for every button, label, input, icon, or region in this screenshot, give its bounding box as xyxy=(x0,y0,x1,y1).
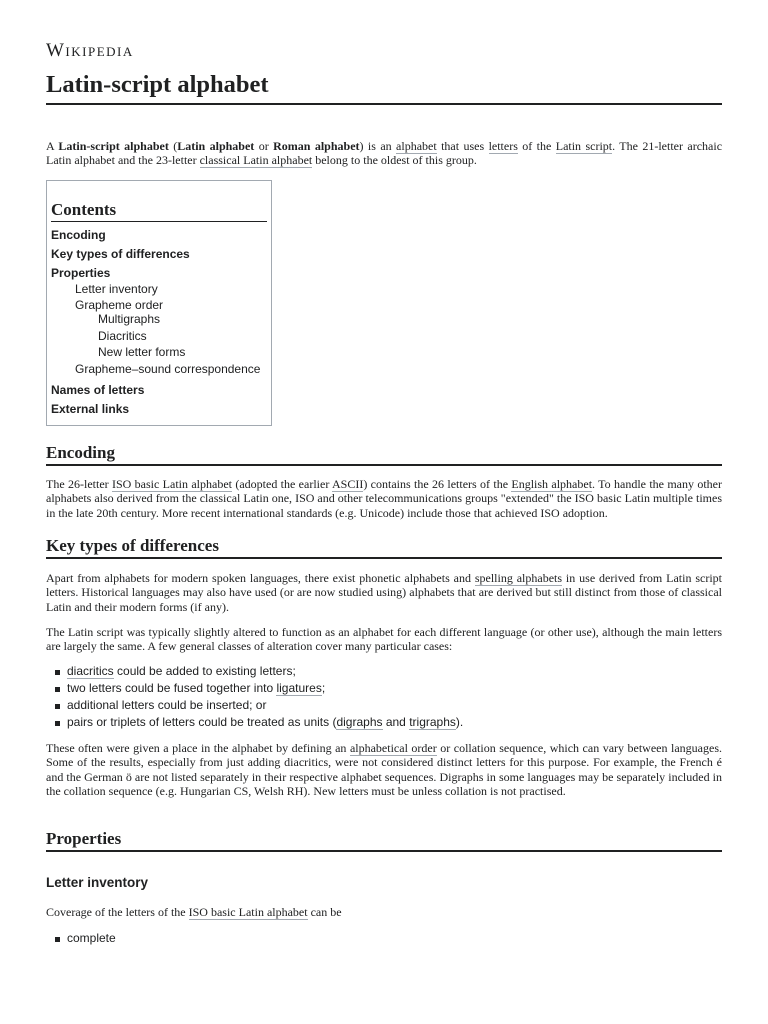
list-item-text: pairs or triplets of letters could be treated as units ( xyxy=(67,715,337,729)
body-text: These often were given a place in the alphabet by defining an xyxy=(46,741,350,755)
table-of-contents xyxy=(46,180,272,426)
toc-item-grapheme-order[interactable]: Grapheme order xyxy=(75,298,164,312)
section-heading-key-types: Key types of differences xyxy=(46,535,722,559)
list-item-text: and xyxy=(382,715,410,729)
link-english-alphabet[interactable]: English alphabet xyxy=(511,477,593,491)
wikipedia-wordmark[interactable]: Wikipedia xyxy=(46,40,134,61)
subsection-heading-letter-inventory: Letter inventory xyxy=(46,875,149,890)
letter-inventory-paragraph xyxy=(46,905,722,919)
list-item-text: ). xyxy=(455,715,464,729)
link-digraphs[interactable]: digraphs xyxy=(336,715,383,729)
body-text: Coverage of the letters of the xyxy=(46,905,189,919)
intro-text: belong to the oldest of this group. xyxy=(312,153,477,168)
list-item xyxy=(46,930,722,947)
list-item xyxy=(46,680,722,697)
link-iso-basic-latin[interactable]: ISO basic Latin alphabet xyxy=(112,477,232,491)
intro-bold-term: Roman alphabet xyxy=(273,139,360,153)
toc-item-letter-inventory[interactable]: Letter inventory xyxy=(75,282,158,296)
link-alphabetical-order[interactable]: alphabetical order xyxy=(349,741,437,755)
link-ligatures[interactable]: ligatures xyxy=(276,681,322,695)
list-item-text: two letters could be fused together into xyxy=(67,681,277,695)
list-item-text: complete xyxy=(67,931,116,945)
link-spelling-alphabets[interactable]: spelling alphabets xyxy=(474,571,563,585)
list-item xyxy=(46,663,722,680)
toc-item-new-letter-forms[interactable]: New letter forms xyxy=(98,345,186,359)
intro-text: of the xyxy=(517,139,556,153)
bullet-icon xyxy=(55,937,60,942)
alteration-list xyxy=(46,663,722,731)
intro-text: or xyxy=(254,139,274,153)
list-item xyxy=(46,714,722,731)
key-types-paragraph-2: The Latin script was typically slightly altered to function as an alphabet for each different language (or other use), although the main letters are largely the same. A few general classes of alteration cover many particular cases: xyxy=(46,625,722,654)
link-alphabet[interactable]: alphabet xyxy=(396,139,437,153)
toc-item-grapheme-sound[interactable]: Grapheme–sound correspondence xyxy=(75,362,261,376)
body-text: in use derived from Latin script letters. Historical languages may also have used (or are now studied using) alphabets that are derived but still distinct from those of classical Latin and their modern forms (if any). xyxy=(46,571,722,614)
intro-text: A xyxy=(46,139,59,153)
key-types-paragraph-1 xyxy=(46,571,722,614)
toc-item-diacritics[interactable]: Diacritics xyxy=(98,329,147,343)
toc-title: Contents xyxy=(51,200,267,222)
bullet-icon xyxy=(55,721,60,726)
link-trigraphs[interactable]: trigraphs xyxy=(409,715,456,729)
body-text: can be xyxy=(307,905,342,919)
toc-item-properties[interactable]: Properties xyxy=(51,266,111,280)
list-item-text: additional letters could be inserted; or xyxy=(67,698,267,712)
link-iso-basic-latin[interactable]: ISO basic Latin alphabet xyxy=(188,905,308,919)
intro-bold-term: Latin-script alphabet xyxy=(58,139,169,153)
intro-text: ( xyxy=(168,139,178,153)
link-classical-latin-alphabet[interactable]: classical Latin alphabet xyxy=(199,153,313,168)
toc-item-encoding[interactable]: Encoding xyxy=(51,228,106,242)
body-text: . To handle the many other alphabets also derived from the classical Latin one, ISO and other telecommunications groups "extended" the ISO basic Latin multiple times in the late 20th century. More recent international standards (e.g. Unicode) include those that achieved ISO adoption. xyxy=(46,477,723,520)
intro-text: ) is an xyxy=(359,139,397,153)
list-item xyxy=(46,697,722,714)
section-heading-properties: Properties xyxy=(46,828,722,852)
bullet-icon xyxy=(55,704,60,709)
section-heading-encoding: Encoding xyxy=(46,442,722,466)
body-text: or collation sequence, which can vary between languages. Some of the results, especially from just adding diacritics, were not considered distinct letters for this purpose. For example, the French é and the German ö are not listed separately in their respective alphabet sequences. Digraphs in some languages may be separately included in the collation sequence (e.g. Hungarian CS, Welsh RH). New letters must be unless collation is not practised. xyxy=(46,741,722,798)
encoding-paragraph xyxy=(46,477,722,520)
link-ascii[interactable]: ASCII xyxy=(332,477,364,491)
toc-item-names-of-letters[interactable]: Names of letters xyxy=(51,383,145,397)
intro-text: that uses xyxy=(436,139,489,153)
link-latin-script[interactable]: Latin script xyxy=(555,139,613,153)
intro-bold-term: Latin alphabet xyxy=(177,139,255,153)
toc-item-external-links[interactable]: External links xyxy=(51,402,130,416)
bullet-icon xyxy=(55,687,60,692)
key-types-paragraph-3 xyxy=(46,741,722,798)
body-text: Apart from alphabets for modern spoken languages, there exist phonetic alphabets and xyxy=(46,571,475,585)
intro-paragraph xyxy=(46,139,722,168)
link-diacritics[interactable]: diacritics xyxy=(67,664,114,678)
bullet-icon xyxy=(55,670,60,675)
coverage-list xyxy=(46,930,722,947)
toc-item-multigraphs[interactable]: Multigraphs xyxy=(98,312,161,326)
intro-text: . The 21-letter archaic Latin alphabet and the 23-letter xyxy=(46,139,723,168)
page-title: Latin-script alphabet xyxy=(46,68,722,105)
link-letters[interactable]: letters xyxy=(488,139,518,153)
list-item-text: could be added to existing letters; xyxy=(113,664,296,678)
body-text: The 26-letter xyxy=(46,477,112,491)
body-text: (adopted the earlier xyxy=(232,477,332,491)
list-item-text: ; xyxy=(321,681,326,695)
body-text: ) contains the 26 letters of the xyxy=(363,477,512,491)
toc-item-key-types[interactable]: Key types of differences xyxy=(51,247,190,261)
